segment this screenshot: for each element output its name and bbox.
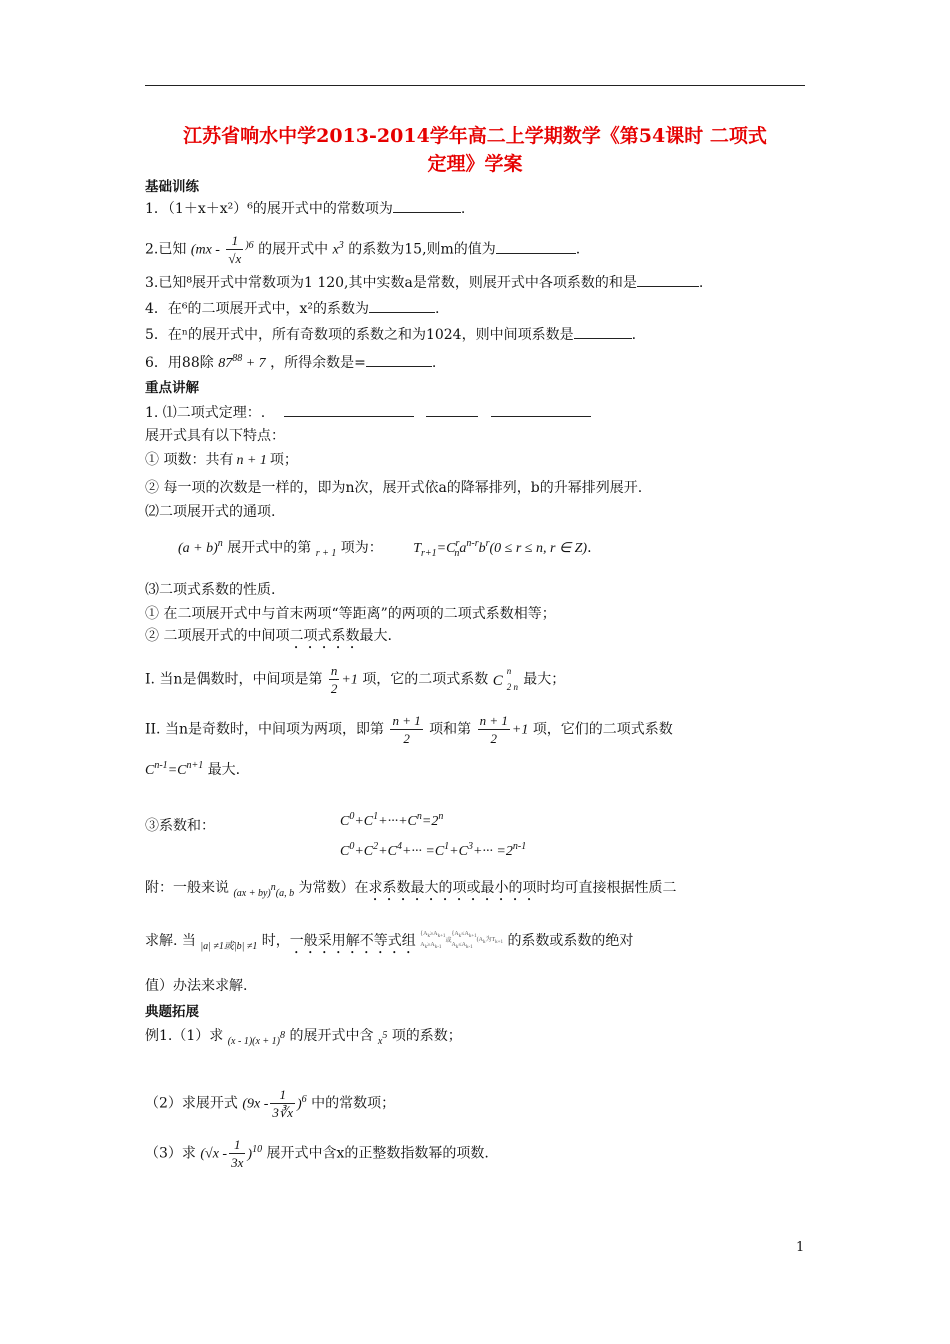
coefficient-sum-formula-2: $C^0+C^2+C^4+\cdot\cdot\cdot =C^1+C^3+\cdot\cdot\cdot =2^{n-1}$ [340, 841, 527, 859]
question-6: 6．用88除 $87^{88} + 7$ ，所得余数是= . [145, 353, 437, 371]
section-examples: 典题拓展 [145, 1004, 199, 1020]
answer-blank [496, 239, 576, 254]
page-number: 1 [796, 1240, 805, 1255]
example-1-1: 例1.（1）求 $_{(x - 1)(x + 1)8}$ 的展开式中含 $_{x5}$ 项的系数； [145, 1028, 462, 1047]
coefficient-sum-formula-1: $C^0+C^1+\cdot\cdot\cdot+C^n=2^n$ [340, 811, 444, 829]
note-line-3: 值）办法来求解. [145, 978, 248, 994]
formula: (mx - [190, 242, 220, 258]
property-2: ② 二项展开式的中间项二项式系数最大. [145, 628, 392, 644]
question-1: 1．（1＋x＋x²）⁶的展开式中的常数项为 . [145, 198, 465, 219]
question-3: 3.已知⁸展开式中常数项为1 120,其中实数a是常数，则展开式中各项系数的和是 . [145, 272, 703, 293]
section-basic-training: 基础训练 [145, 179, 199, 195]
page-title: 江苏省响水中学2013-2014学年高二上学期数学《第54课时 二项式 定理》学案 [183, 125, 767, 175]
answer-blank [637, 272, 699, 287]
answer-blank [393, 198, 461, 213]
question-2: 2.已知 (mx - $\frac{1}{√x}$ $^{)6}$ 的展开式中 $x^3$ 的系数为15,则m的值为 . [145, 233, 581, 266]
odd-case: II. 当n是奇数时，中间项为两项，即第 $\frac{n + 1}{2}$ 项和第 $\frac{n + 1}{2}$ +1 项，它们的二项式系数 [145, 713, 673, 746]
question-5: 5．在ⁿ的展开式中，所有奇数项的系数之和为1024，则中间项系数是 . [145, 324, 636, 345]
even-case: I. 当n是偶数时，中间项是第 $\frac{n}{2}$ +1 项，它的二项式系数 C n 2 n 最大； [145, 663, 566, 696]
coefficient-property-heading: ⑶二项式系数的性质. [145, 582, 276, 598]
feature-1: ① 项数：共有 n + 1 项； [145, 452, 298, 468]
coefficient-sum-label: ③系数和： [145, 818, 215, 834]
binomial-theorem: 1. ⑴二项式定理：. [145, 402, 591, 423]
fraction: $\frac{1}{√x}$ [228, 233, 242, 266]
section-key-points: 重点讲解 [145, 380, 199, 396]
note-line-1: 附：一般来说 $_{(ax + by)n(a, b}$ 为常数）在求系数最大的项或最小的项时均可直接根据性质二 [145, 880, 677, 899]
answer-blank [366, 352, 432, 367]
question-4: 4．在⁶的二项展开式中，x²的系数为 . [145, 298, 439, 319]
example-1-2: （2）求展开式 (9x - $\frac{1}{3∛x}$ )$^6$ 中的常数项； [145, 1087, 396, 1120]
answer-blank [574, 324, 632, 339]
example-1-3: （3）求 (√x - $\frac{1}{3x}$ )$^{10}$ 展开式中含x的正整数指数幂的项数. [145, 1137, 489, 1170]
general-term: $(a + b)^n$ 展开式中的第 $_{r + 1}$ 项为： $T_{r+1}=C^r_na^{n-r}b^r(0 \le r \le n$, r ∈ Z). [178, 538, 592, 559]
features-heading: 展开式具有以下特点： [145, 428, 285, 444]
note-line-2: 求解. 当 $_{|a| \ne 1或|b| \ne 1}$ 时，一般采用解不等式组 {$A_k\ge A_{k+1}$ $A_k\ge A_{k-1}$或{$A_k\le A_{k+1}$ $A_k\le A_{k-1}(A_k$为$T_{k+1}$ 的系数或系数的绝对 [145, 931, 634, 953]
general-term-heading: ⑵二项展开式的通项. [145, 504, 276, 520]
odd-case-coefficients: $C^{n-1}=C^{n+1}$ 最大. [145, 760, 241, 778]
property-1: ① 在二项展开式中与首末两项“等距离”的两项的二项式系数相等； [145, 606, 556, 622]
feature-2: ② 每一项的次数是一样的，即为n次，展开式依a的降幂排列，b的升幂排列展开. [145, 480, 643, 496]
formula: $87^{88} + 7$ [218, 353, 266, 371]
top-rule [145, 85, 805, 86]
inequality-system: {$A_k\ge A_{k+1}$ $A_k\ge A_{k-1}$ [420, 931, 446, 951]
answer-blank [369, 298, 435, 313]
